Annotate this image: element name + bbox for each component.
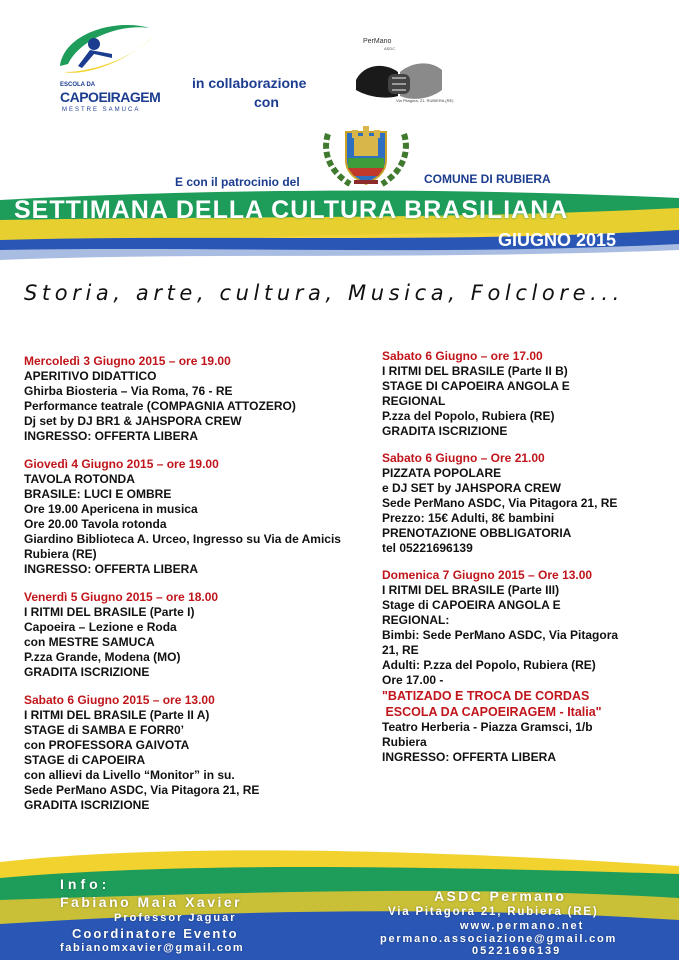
- permano-logo-sub: ASDC: [384, 46, 396, 51]
- event-line: Ore 20.00 Tavola rotonda: [24, 517, 167, 531]
- event-line: I RITMI DEL BRASILE (Parte II B): [382, 364, 568, 378]
- event-line: con allievi da Livello “Monitor” in su.: [24, 768, 235, 782]
- footer-coordinator: Coordinatore Evento: [72, 926, 239, 941]
- event-line: e DJ SET by JAHSPORA CREW: [382, 481, 561, 495]
- event-line: Rubiera (RE): [24, 547, 97, 561]
- event-line: P.zza Grande, Modena (MO): [24, 650, 181, 664]
- event-line: Performance teatrale (COMPAGNIA ATTOZERO): [24, 399, 296, 413]
- event-wed-3: [24, 354, 369, 444]
- banner-date: GIUGNO 2015: [498, 230, 617, 250]
- event-date: Venerdì 5 Giugno 2015 – ore 18.00: [24, 590, 219, 604]
- collab-line-2: con: [254, 94, 279, 110]
- event-date: Sabato 6 Giugno – Ore 21.00: [382, 451, 545, 465]
- event-line: Capoeira – Lezione e Roda: [24, 620, 177, 634]
- collab-line-1: in collaborazione: [192, 75, 307, 91]
- event-line: STAGE di SAMBA E FORR0’: [24, 723, 185, 737]
- footer-website: www.permano.net: [460, 920, 585, 932]
- event-line: INGRESSO: OFFERTA LIBERA: [24, 429, 198, 443]
- event-line: I RITMI DEL BRASILE (Parte I): [24, 605, 195, 619]
- event-thu-4: [24, 457, 369, 577]
- collaboration-text: [192, 74, 342, 112]
- batizado-subtitle: ESCOLA DA CAPOEIRAGEM - Italia": [382, 705, 602, 719]
- event-line: tel 05221696139: [382, 541, 473, 555]
- event-line: Ore 19.00 Apericena in musica: [24, 502, 198, 516]
- footer-contact-name: Fabiano Maia Xavier: [60, 894, 243, 910]
- event-fri-5: [24, 590, 369, 680]
- footer-org: ASDC Permano: [434, 888, 567, 904]
- event-line: GRADITA ISCRIZIONE: [382, 424, 508, 438]
- event-date: Domenica 7 Giugno 2015 – Ore 13.00: [382, 568, 593, 582]
- event-line: STAGE DI CAPOEIRA ANGOLA E: [382, 379, 570, 393]
- event-line: Sede PerMano ASDC, Via Pitagora 21, RE: [24, 783, 260, 797]
- event-line: Rubiera: [382, 735, 427, 749]
- rubiera-crest: [318, 114, 414, 190]
- event-date: Sabato 6 Giugno – ore 17.00: [382, 349, 543, 363]
- batizado-title: "BATIZADO E TROCA DE CORDAS: [382, 689, 590, 703]
- event-line: Dj set by DJ BR1 & JAHSPORA CREW: [24, 414, 242, 428]
- event-line: con PROFESSORA GAIVOTA: [24, 738, 190, 752]
- event-line: PIZZATA POPOLARE: [382, 466, 502, 480]
- event-line: Ghirba Biosteria – Via Roma, 76 - RE: [24, 384, 233, 398]
- event-date: Sabato 6 Giugno 2015 – ore 13.00: [24, 693, 215, 707]
- coat-of-arms-icon: [318, 114, 414, 190]
- event-line: Stage di CAPOEIRA ANGOLA E: [382, 598, 561, 612]
- event-line: Bimbi: Sede PerMano ASDC, Via Pitagora: [382, 628, 619, 642]
- event-line: GRADITA ISCRIZIONE: [24, 665, 150, 679]
- event-line: Giardino Biblioteca A. Urceo, Ingresso su Via de Amicis: [24, 532, 341, 546]
- event-line: I RITMI DEL BRASILE (Parte II A): [24, 708, 210, 722]
- event-line: STAGE di CAPOEIRA: [24, 753, 146, 767]
- event-line: BRASILE: LUCI E OMBRE: [24, 487, 172, 501]
- event-line: APERITIVO DIDATTICO: [24, 369, 157, 383]
- permano-logo-address: Via Pitagora, 21, RUBIERA (RE): [396, 98, 454, 103]
- logo-small-top: ESCOLA DA: [60, 82, 96, 88]
- event-line: INGRESSO: OFFERTA LIBERA: [24, 562, 198, 576]
- event-line: PRENOTAZIONE OBBLIGATORIA: [382, 526, 572, 540]
- event-line: Ore 17.00 -: [382, 673, 444, 687]
- event-line: I RITMI DEL BRASILE (Parte III): [382, 583, 560, 597]
- event-line: Sede PerMano ASDC, Via Pitagora 21, RE: [382, 496, 618, 510]
- event-sun-7: [382, 568, 672, 765]
- event-date: Giovedì 4 Giugno 2015 – ore 19.00: [24, 457, 219, 471]
- event-line: Teatro Herberia - Piazza Gramsci, 1/b: [382, 720, 593, 734]
- event-line: REGIONAL: [382, 394, 446, 408]
- logo-subtitle: MESTRE SAMUCA: [62, 107, 141, 113]
- capoeiragem-swoosh-icon: [54, 14, 160, 84]
- logo-title: CAPOEIRAGEM: [60, 89, 161, 105]
- event-sat-6-1300: [24, 693, 369, 813]
- footer-info-label: Info:: [60, 876, 111, 892]
- tagline: Storia, arte, cultura, Musica, Folclore...: [24, 281, 624, 305]
- permano-logo-name: PerMano: [363, 38, 392, 45]
- event-line: 21, RE: [382, 643, 419, 657]
- event-sat-6-1700: [382, 349, 672, 439]
- events-left-column: [24, 354, 369, 826]
- footer-email-left: fabianomxavier@gmail.com: [60, 942, 245, 954]
- event-line: TAVOLA ROTONDA: [24, 472, 135, 486]
- event-line: INGRESSO: OFFERTA LIBERA: [382, 750, 556, 764]
- comune-text: COMUNE DI RUBIERA: [424, 172, 551, 186]
- patrocinio-text: E con il patrocinio del: [175, 175, 300, 189]
- events-right-column: [382, 349, 672, 777]
- event-line: con MESTRE SAMUCA: [24, 635, 155, 649]
- footer-address: Via Pitagora 21, Rubiera (RE): [388, 906, 599, 918]
- capoeiragem-logo: [48, 14, 166, 114]
- event-line: GRADITA ISCRIZIONE: [24, 798, 150, 812]
- event-line: Adulti: P.zza del Popolo, Rubiera (RE): [382, 658, 596, 672]
- footer-email-right: permano.associazione@gmail.com: [380, 933, 618, 945]
- footer-phone: 05221696139: [472, 945, 562, 957]
- footer-contact-role: Professor Jaguar: [114, 912, 237, 924]
- event-date: Mercoledì 3 Giugno 2015 – ore 19.00: [24, 354, 231, 368]
- event-line: Prezzo: 15€ Adulti, 8€ bambini: [382, 511, 555, 525]
- banner-title: SETTIMANA DELLA CULTURA BRASILIANA: [14, 196, 569, 224]
- event-line: P.zza del Popolo, Rubiera (RE): [382, 409, 555, 423]
- permano-logo: [354, 36, 454, 106]
- event-sat-6-2100: [382, 451, 672, 556]
- event-line: REGIONAL:: [382, 613, 450, 627]
